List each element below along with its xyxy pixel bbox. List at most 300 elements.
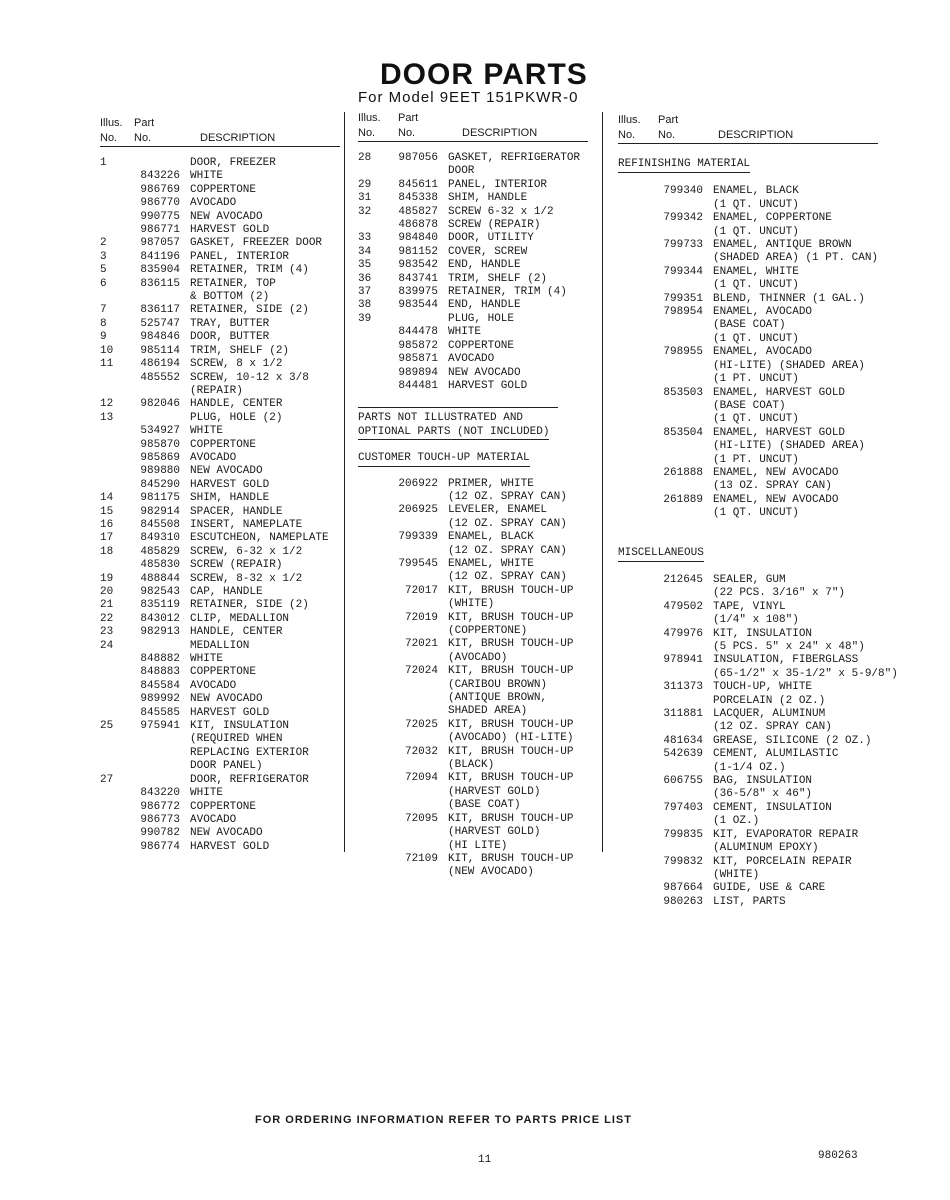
page-title: DOOR PARTS — [380, 58, 588, 91]
section-title: MISCELLANEOUS — [618, 547, 704, 562]
illus-number — [358, 491, 388, 504]
section-line: PARTS NOT ILLUSTRATED AND — [358, 412, 524, 425]
part-description: (WHITE) — [713, 868, 760, 881]
part-description: RETAINER, SIDE (2) — [190, 599, 309, 612]
list-item — [618, 708, 878, 721]
part-description: WHITE — [190, 425, 224, 438]
part-number: 845508 — [140, 518, 180, 531]
part-description: DOOR, REFRIGERATOR — [190, 773, 309, 786]
illus-number — [618, 775, 643, 788]
list-item — [618, 319, 878, 332]
part-description: NEW AVOCADO — [190, 693, 263, 706]
part-description: NEW AVOCADO — [448, 366, 521, 379]
header-no-part: No. — [134, 132, 152, 144]
part-description: (1 QT. UNCUT) — [713, 332, 799, 345]
part-description: ENAMEL, NEW AVOCADO — [713, 493, 839, 506]
illus-number — [358, 840, 388, 853]
part-number — [388, 652, 448, 665]
list-item — [618, 279, 878, 292]
part-number: 212645 — [663, 573, 703, 586]
illus-number: 24 — [100, 639, 114, 652]
list-item — [100, 278, 340, 291]
part-number: 479502 — [663, 600, 703, 613]
part-description: NEW AVOCADO — [190, 465, 263, 478]
part-description: (ANTIQUE BROWN, — [448, 692, 548, 705]
list-item — [358, 571, 588, 584]
part-description: MEDALLION — [190, 639, 250, 652]
part-description: (12 OZ. SPRAY CAN) — [448, 517, 567, 530]
part-description: SHIM, HANDLE — [190, 492, 270, 505]
part-number: 525747 — [140, 317, 180, 330]
list-item — [100, 720, 340, 733]
illus-number — [100, 372, 130, 385]
part-description: ENAMEL, AVOCADO — [713, 346, 813, 359]
part-number — [388, 799, 448, 812]
list-item — [618, 815, 878, 828]
part-number: 985871 — [398, 353, 438, 366]
part-number: 985114 — [140, 344, 180, 357]
part-description: PRIMER, WHITE — [448, 477, 534, 490]
part-number: 835119 — [140, 599, 180, 612]
part-number — [643, 641, 713, 654]
part-number: 261889 — [663, 493, 703, 506]
part-number: 986773 — [140, 813, 180, 826]
list-item — [618, 882, 878, 895]
illus-number: 2 — [100, 237, 107, 250]
list-item — [358, 719, 588, 732]
part-description: ENAMEL, BLACK — [448, 531, 534, 544]
part-description: WHITE — [190, 170, 224, 183]
part-description: (1-1/4 OZ.) — [713, 761, 786, 774]
part-number — [388, 598, 448, 611]
part-number: 985870 — [140, 438, 180, 451]
list-item — [100, 398, 340, 411]
list-item — [358, 313, 588, 326]
list-item — [618, 896, 878, 909]
part-description: COPPERTONE — [190, 438, 257, 451]
illus-number: 12 — [100, 398, 114, 411]
part-description: (1 OZ.) — [713, 815, 760, 828]
list-item — [618, 695, 878, 708]
list-item — [618, 440, 878, 453]
list-item — [100, 224, 340, 237]
illus-number — [618, 333, 643, 346]
part-number: 984846 — [140, 331, 180, 344]
list-item — [100, 385, 340, 398]
list-item — [358, 746, 588, 759]
part-number — [388, 165, 448, 178]
illus-number — [618, 306, 643, 319]
part-description: AVOCADO — [190, 197, 237, 210]
column-divider — [602, 112, 603, 852]
list-item — [618, 387, 878, 400]
part-description: AVOCADO — [190, 813, 237, 826]
part-description: (HARVEST GOLD) — [448, 785, 541, 798]
list-item — [100, 827, 340, 840]
illus-number — [358, 380, 388, 393]
part-number: 982543 — [140, 586, 180, 598]
list-item — [358, 679, 588, 692]
part-number: 987057 — [140, 237, 180, 250]
part-number — [130, 157, 190, 170]
illus-number — [358, 866, 388, 879]
illus-number — [100, 452, 130, 465]
part-number: 485829 — [140, 545, 180, 558]
part-number: 836115 — [140, 277, 180, 290]
part-description: KIT, BRUSH TOUCH-UP — [448, 611, 574, 624]
list-item — [358, 165, 588, 178]
column-header — [100, 116, 340, 147]
part-description: WHITE — [190, 787, 224, 800]
list-item — [100, 733, 340, 746]
illus-number: 29 — [358, 178, 372, 191]
part-description: (HARVEST GOLD) — [448, 826, 541, 839]
list-item — [100, 506, 340, 519]
part-number: 799342 — [663, 212, 703, 225]
list-item — [100, 452, 340, 465]
illus-number: 33 — [358, 232, 372, 245]
part-number: 839975 — [398, 286, 438, 299]
part-number — [130, 733, 190, 746]
part-description: (1 PT. UNCUT) — [713, 373, 799, 386]
illus-number — [618, 252, 643, 265]
header-no-illus: No. — [618, 129, 636, 141]
parts-column-1 — [100, 116, 340, 854]
list-item — [358, 813, 588, 826]
page-number: 11 — [478, 1154, 492, 1166]
illus-number — [618, 708, 643, 721]
list-item — [618, 628, 878, 641]
part-number — [388, 826, 448, 839]
illus-number: 37 — [358, 286, 372, 299]
list-item — [358, 340, 588, 353]
header-no-part: No. — [658, 129, 676, 141]
part-number — [388, 571, 448, 584]
part-number: 72021 — [404, 638, 438, 651]
part-description: LIST, PARTS — [713, 895, 786, 908]
illus-number — [100, 666, 130, 679]
part-number — [643, 373, 713, 386]
illus-number — [358, 518, 388, 531]
illus-number — [358, 353, 388, 366]
part-number: 485552 — [140, 371, 180, 384]
illus-number — [618, 748, 643, 761]
part-description: (AVOCADO) (HI-LITE) — [448, 732, 574, 745]
list-item — [358, 152, 588, 165]
list-item — [618, 601, 878, 614]
illus-number: 16 — [100, 518, 114, 531]
list-item — [100, 613, 340, 626]
illus-number — [100, 801, 130, 814]
illus-number — [618, 293, 643, 306]
illus-number — [358, 598, 388, 611]
part-number — [643, 454, 713, 467]
part-description: (HI LITE) — [448, 839, 508, 852]
part-number — [643, 319, 713, 332]
part-description: INSERT, NAMEPLATE — [190, 518, 303, 531]
illus-number — [618, 454, 643, 467]
illus-number — [358, 340, 388, 353]
illus-number — [618, 628, 643, 641]
list-item — [100, 291, 340, 304]
illus-number: 20 — [100, 586, 114, 598]
illus-number — [358, 826, 388, 839]
illus-number — [100, 184, 130, 197]
section-line: OPTIONAL PARTS (NOT INCLUDED) — [358, 426, 549, 440]
illus-number — [100, 760, 130, 773]
part-description: RETAINER, TRIM (4) — [448, 286, 567, 299]
part-number: 987664 — [663, 882, 703, 895]
part-number — [643, 226, 713, 239]
list-item — [618, 654, 878, 667]
list-item — [618, 667, 898, 681]
list-item — [618, 735, 878, 748]
list-item — [618, 333, 878, 346]
illus-number — [100, 211, 130, 224]
misc-list — [618, 573, 898, 909]
part-description: CLIP, MEDALLION — [190, 612, 290, 625]
part-description: SCREW, 10-12 x 3/8 — [190, 371, 309, 384]
list-item — [618, 293, 878, 306]
part-description: KIT, PORCELAIN REPAIR — [713, 855, 852, 868]
part-description: ENAMEL, HARVEST GOLD — [713, 386, 846, 399]
illus-number — [358, 665, 388, 678]
part-description: BLEND, THINNER (1 GAL.) — [713, 292, 865, 305]
illus-number — [100, 827, 130, 840]
part-description: (BASE COAT) — [713, 319, 786, 332]
illus-number — [358, 504, 388, 517]
illus-number — [618, 507, 643, 520]
part-description: RETAINER, TOP — [190, 277, 276, 290]
part-number: 982046 — [140, 398, 180, 411]
part-number — [130, 760, 190, 773]
illus-number — [618, 788, 643, 801]
part-description: KIT, BRUSH TOUCH-UP — [448, 638, 574, 651]
part-number: 986769 — [140, 183, 180, 196]
illus-number — [358, 558, 388, 571]
list-item — [358, 786, 588, 799]
list-item — [618, 641, 878, 654]
header-description: DESCRIPTION — [462, 127, 538, 139]
illus-number — [100, 465, 130, 478]
part-number — [643, 507, 713, 520]
list-item — [100, 439, 340, 452]
part-description: AVOCADO — [448, 353, 495, 366]
illus-number — [618, 695, 643, 708]
refinishing-list — [618, 185, 878, 520]
part-description: (1 PT. UNCUT) — [713, 453, 799, 466]
illus-number: 36 — [358, 272, 372, 285]
list-item — [618, 802, 878, 815]
part-number: 206925 — [398, 504, 438, 517]
illus-number — [618, 896, 643, 909]
part-number: 853503 — [663, 386, 703, 399]
illus-number — [618, 681, 643, 694]
list-item — [358, 772, 588, 785]
part-number: 990782 — [140, 827, 180, 840]
illus-number: 28 — [358, 152, 372, 164]
illus-number — [358, 759, 388, 772]
part-number: 989894 — [398, 366, 438, 379]
part-description: CAP, HANDLE — [190, 586, 263, 598]
list-item — [358, 380, 588, 393]
illus-number — [100, 707, 130, 720]
list-item — [100, 760, 340, 773]
list-item — [618, 480, 878, 493]
part-description: COPPERTONE — [190, 800, 257, 813]
part-number: 799351 — [663, 292, 703, 305]
list-item — [618, 467, 878, 480]
list-item — [618, 212, 878, 225]
list-item — [100, 519, 340, 532]
list-item — [618, 185, 878, 198]
illus-number — [100, 841, 130, 854]
part-description: (1 QT. UNCUT) — [713, 507, 799, 520]
part-number — [643, 842, 713, 855]
illus-number: 13 — [100, 411, 114, 424]
list-item — [100, 814, 340, 827]
part-description: LEVELER, ENAMEL — [448, 504, 548, 517]
part-description: ENAMEL, COPPERTONE — [713, 212, 832, 225]
part-number — [643, 400, 713, 413]
document-number: 980263 — [818, 1150, 858, 1162]
part-number: 799344 — [663, 265, 703, 278]
list-item — [100, 304, 340, 317]
part-number: 845584 — [140, 679, 180, 692]
part-description: RETAINER, TRIM (4) — [190, 264, 309, 277]
illus-number — [618, 574, 643, 587]
illus-number — [100, 653, 130, 666]
part-description: CEMENT, INSULATION — [713, 801, 832, 814]
part-number — [643, 668, 713, 681]
part-number — [643, 440, 713, 453]
illus-number — [100, 439, 130, 452]
header-no-part: No. — [398, 127, 416, 139]
list-item — [358, 612, 588, 625]
list-item — [618, 842, 878, 855]
list-item — [618, 494, 878, 507]
illus-number — [358, 799, 388, 812]
part-number: 848882 — [140, 653, 180, 666]
part-description: (1 QT. UNCUT) — [713, 225, 799, 238]
list-item — [100, 184, 340, 197]
list-item — [618, 400, 878, 413]
illus-number — [618, 346, 643, 359]
column-divider — [344, 112, 345, 852]
header-illus: Illus. — [100, 117, 123, 129]
illus-number: 38 — [358, 299, 372, 312]
column-header — [618, 113, 878, 144]
list-item — [358, 625, 588, 638]
part-number — [388, 759, 448, 772]
part-description: (22 PCS. 3/16" x 7") — [713, 587, 846, 600]
part-number: 983544 — [398, 299, 438, 312]
illus-number — [618, 199, 643, 212]
part-number — [388, 840, 448, 853]
part-number: 986772 — [140, 800, 180, 813]
part-description: TRIM, SHELF (2) — [190, 344, 290, 357]
list-item — [100, 157, 340, 170]
illus-number — [358, 638, 388, 651]
list-item — [358, 353, 588, 366]
part-number: 983542 — [398, 259, 438, 272]
part-description: COPPERTONE — [190, 666, 257, 679]
part-description: HARVEST GOLD — [190, 840, 270, 853]
part-description: TAPE, VINYL — [713, 600, 786, 613]
part-description: (HI-LITE) (SHADED AREA) — [713, 359, 865, 372]
illus-number — [358, 612, 388, 625]
illus-number: 6 — [100, 277, 107, 290]
illus-number — [618, 185, 643, 198]
part-number: 844481 — [398, 379, 438, 392]
part-number: 853504 — [663, 426, 703, 439]
illus-number — [618, 226, 643, 239]
part-number: 542639 — [663, 748, 703, 761]
illus-number — [100, 680, 130, 693]
list-item — [358, 219, 588, 232]
list-item — [618, 869, 878, 882]
part-number: 989880 — [140, 465, 180, 478]
illus-number — [358, 679, 388, 692]
part-description: (1 QT. UNCUT) — [713, 198, 799, 211]
illus-number — [100, 733, 130, 746]
list-item — [358, 299, 588, 312]
section-misc — [618, 547, 878, 560]
illus-number: 21 — [100, 599, 114, 612]
part-number: 835904 — [140, 264, 180, 277]
illus-number — [358, 165, 388, 178]
part-number — [643, 614, 713, 627]
list-item — [358, 585, 588, 598]
part-number — [388, 545, 448, 558]
part-number: 72024 — [404, 665, 438, 678]
part-number: 849310 — [140, 532, 180, 545]
list-item — [358, 518, 588, 531]
part-number: 989992 — [140, 693, 180, 706]
part-description: SCREW, 8-32 x 1/2 — [190, 572, 303, 585]
list-item — [100, 546, 340, 559]
illus-number: 18 — [100, 545, 114, 558]
part-description: (NEW AVOCADO) — [448, 866, 534, 879]
part-description: (ALUMINUM EPOXY) — [713, 842, 819, 855]
illus-number — [100, 559, 130, 572]
list-item — [358, 478, 588, 491]
column-header — [358, 111, 588, 142]
list-item — [618, 346, 878, 359]
part-number: 843741 — [398, 272, 438, 285]
part-number: 984840 — [398, 232, 438, 245]
list-item — [358, 504, 588, 517]
illus-number — [358, 367, 388, 380]
list-item — [100, 425, 340, 438]
list-item — [100, 197, 340, 210]
part-description: GUIDE, USE & CARE — [713, 882, 826, 895]
illus-number: 14 — [100, 492, 114, 505]
part-number — [643, 869, 713, 882]
part-number: 534927 — [140, 425, 180, 438]
part-description: COVER, SCREW — [448, 245, 528, 258]
part-description: (HI-LITE) (SHADED AREA) — [713, 440, 865, 453]
part-number: 841196 — [140, 250, 180, 263]
part-description: AVOCADO — [190, 451, 237, 464]
illus-number — [618, 668, 643, 681]
part-description: (BASE COAT) — [448, 799, 521, 812]
part-description: ESCUTCHEON, NAMEPLATE — [190, 532, 329, 545]
part-description: KIT, BRUSH TOUCH-UP — [448, 852, 574, 865]
touchup-list — [358, 478, 588, 880]
part-number: 261888 — [663, 466, 703, 479]
illus-number: 15 — [100, 505, 114, 518]
